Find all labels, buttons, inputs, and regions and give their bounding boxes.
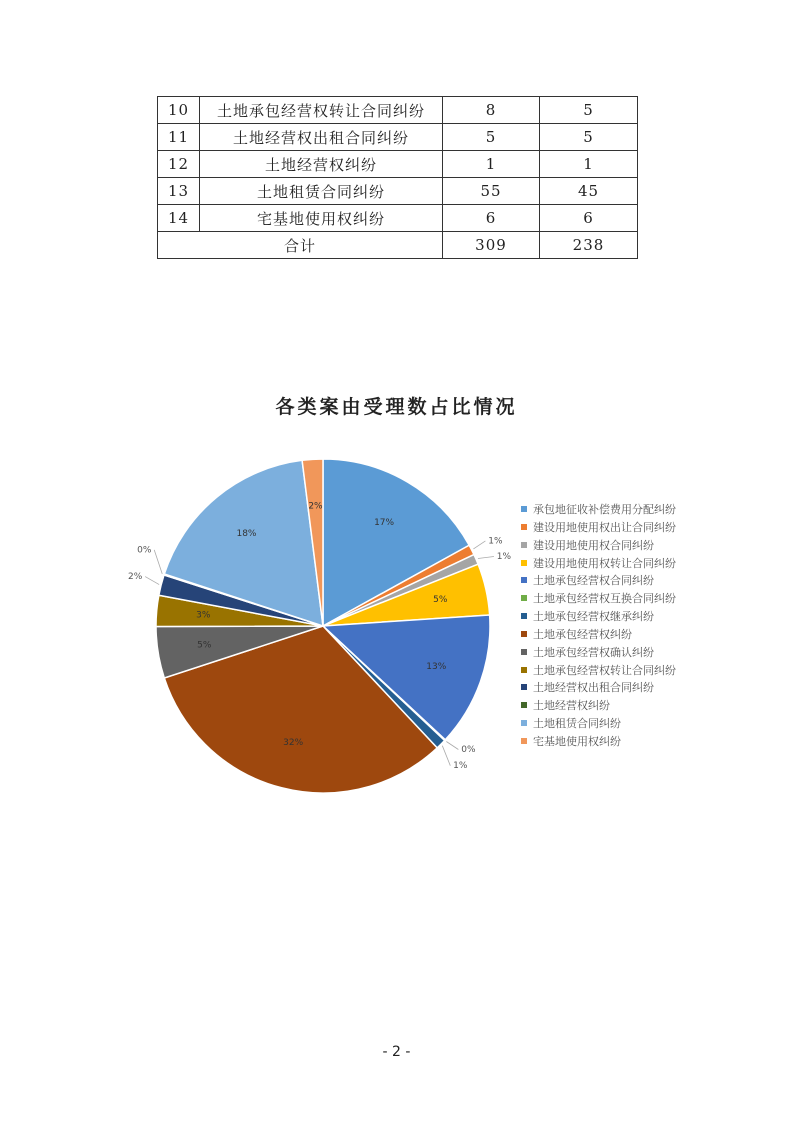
- leader-line: [154, 550, 162, 574]
- legend-swatch: [521, 542, 527, 548]
- legend-item: [521, 608, 676, 626]
- legend-item: [521, 555, 676, 573]
- case-type-cell: 土地租赁合同纠纷: [200, 178, 443, 205]
- row-number-cell: 14: [158, 205, 200, 232]
- legend-item: [521, 501, 676, 519]
- leader-line: [473, 541, 485, 549]
- pie-data-label: 3%: [196, 610, 211, 621]
- legend-label: 土地承包经营权转让合同纠纷: [533, 663, 676, 677]
- table-row: [158, 124, 638, 151]
- legend-swatch: [521, 631, 527, 637]
- chart-legend: [521, 501, 676, 751]
- total-label-cell: 合计: [158, 232, 443, 259]
- legend-item: [521, 590, 676, 608]
- legend-label: 土地承包经营权纠纷: [533, 627, 632, 641]
- page-number: - 2 -: [382, 1044, 411, 1060]
- closed-count-cell: 45: [540, 178, 638, 205]
- legend-swatch: [521, 595, 527, 601]
- row-number-cell: 11: [158, 124, 200, 151]
- case-type-cell: 土地承包经营权转让合同纠纷: [200, 97, 443, 124]
- leader-line: [145, 577, 159, 585]
- case-type-cell: 土地经营权纠纷: [200, 151, 443, 178]
- legend-swatch: [521, 738, 527, 744]
- legend-item: [521, 662, 676, 680]
- legend-item: [521, 626, 676, 644]
- legend-label: 土地经营权纠纷: [533, 699, 610, 713]
- legend-label: 宅基地使用权纠纷: [533, 734, 621, 748]
- pie-data-label: 17%: [374, 517, 395, 528]
- legend-label: 土地承包经营权确认纠纷: [533, 645, 654, 659]
- legend-label: 土地承包经营权互换合同纠纷: [533, 592, 676, 606]
- row-number-cell: 13: [158, 178, 200, 205]
- table-row: [158, 178, 638, 205]
- legend-item: [521, 644, 676, 662]
- table-total-row: [158, 232, 638, 259]
- legend-label: 建设用地使用权合同纠纷: [533, 538, 654, 552]
- legend-swatch: [521, 702, 527, 708]
- accepted-count-cell: 5: [443, 124, 540, 151]
- accepted-count-cell: 1: [443, 151, 540, 178]
- pie-data-label: 1%: [488, 536, 503, 547]
- chart-title: 各类案由受理数占比情况: [275, 396, 518, 418]
- legend-label: 土地承包经营权继承纠纷: [533, 610, 654, 624]
- legend-swatch: [521, 667, 527, 673]
- closed-count-cell: 5: [540, 124, 638, 151]
- total-closed-cell: 238: [540, 232, 638, 259]
- table-row: [158, 97, 638, 124]
- legend-item: [521, 519, 676, 537]
- closed-count-cell: 1: [540, 151, 638, 178]
- legend-item: [521, 679, 676, 697]
- legend-label: 建设用地使用权出让合同纠纷: [533, 520, 676, 534]
- legend-swatch: [521, 560, 527, 566]
- pie-data-label: 0%: [461, 745, 476, 756]
- legend-swatch: [521, 506, 527, 512]
- case-table: [157, 96, 638, 259]
- legend-swatch: [521, 720, 527, 726]
- row-number-cell: 10: [158, 97, 200, 124]
- table-row: [158, 151, 638, 178]
- legend-label: 土地承包经营权合同纠纷: [533, 574, 654, 588]
- legend-item: [521, 572, 676, 590]
- leader-line: [478, 557, 494, 559]
- accepted-count-cell: 8: [443, 97, 540, 124]
- row-number-cell: 12: [158, 151, 200, 178]
- pie-data-label: 1%: [496, 552, 512, 563]
- leader-line: [442, 746, 450, 766]
- legend-item: [521, 697, 676, 715]
- pie-data-label: 5%: [433, 594, 448, 605]
- leader-line: [446, 742, 458, 750]
- accepted-count-cell: 6: [443, 205, 540, 232]
- pie-data-label: 1%: [453, 761, 468, 772]
- legend-item: [521, 537, 676, 555]
- case-type-cell: 宅基地使用权纠纷: [200, 205, 443, 232]
- pie-data-label: 2%: [128, 572, 143, 583]
- legend-item: [521, 715, 676, 733]
- pie-data-label: 0%: [137, 545, 152, 556]
- pie-data-label: 2%: [308, 501, 323, 512]
- legend-label: 土地经营权出租合同纠纷: [533, 681, 654, 695]
- legend-swatch: [521, 649, 527, 655]
- accepted-count-cell: 55: [443, 178, 540, 205]
- pie-data-label: 32%: [283, 737, 304, 748]
- legend-label: 承包地征收补偿费用分配纠纷: [533, 503, 676, 516]
- total-accepted-cell: 309: [443, 232, 540, 259]
- legend-item: [521, 733, 676, 751]
- closed-count-cell: 6: [540, 205, 638, 232]
- legend-swatch: [521, 613, 527, 619]
- legend-swatch: [521, 524, 527, 530]
- pie-data-label: 5%: [197, 640, 212, 651]
- legend-swatch: [521, 684, 527, 690]
- legend-swatch: [521, 577, 527, 583]
- legend-label: 建设用地使用权转让合同纠纷: [533, 556, 676, 570]
- case-type-cell: 土地经营权出租合同纠纷: [200, 124, 443, 151]
- closed-count-cell: 5: [540, 97, 638, 124]
- table-row: [158, 205, 638, 232]
- pie-data-label: 13%: [426, 661, 447, 672]
- legend-label: 土地租赁合同纠纷: [533, 717, 621, 731]
- pie-data-label: 18%: [236, 528, 257, 539]
